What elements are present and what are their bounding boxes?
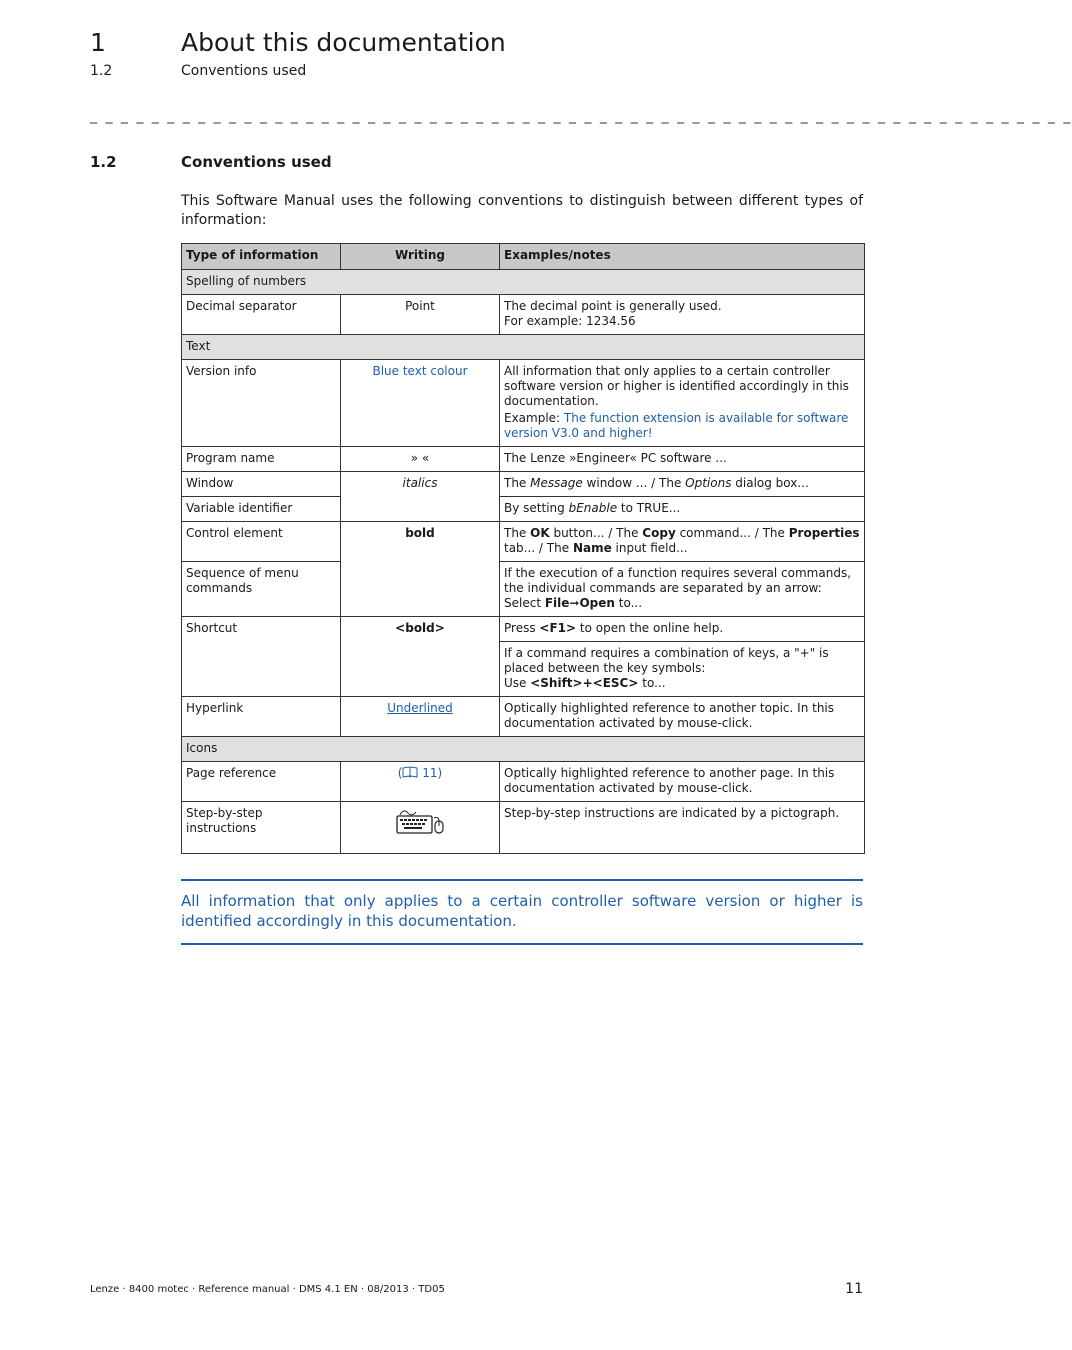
note-text: to open the online help. [576, 621, 724, 635]
writing-italic: italics [402, 476, 438, 490]
group-row-numbers [182, 270, 865, 295]
type-cell: Version info [182, 360, 341, 447]
note-bottom-rule [181, 943, 863, 945]
note-cell [500, 642, 865, 697]
writing-bold-angle: <bold> [395, 621, 445, 635]
table-row [182, 762, 865, 802]
note-text: to... [614, 596, 643, 610]
type-cell: Control element [182, 522, 341, 562]
writing-cell: » « [341, 447, 500, 472]
note-cell [500, 562, 865, 617]
group-label: Icons [182, 737, 865, 762]
table-row [182, 697, 865, 737]
note-text: The [504, 476, 531, 490]
table-header-row [182, 244, 865, 270]
note-cell: Optically highlighted reference to another page. In this documentation activated by mouse-click. [500, 762, 865, 802]
note-example [504, 411, 860, 441]
note-cell [500, 295, 865, 335]
note-text: tab... / The [504, 541, 573, 555]
note-text: The [504, 526, 531, 540]
conventions-table [181, 243, 865, 854]
group-row-text [182, 335, 865, 360]
table-row [182, 360, 865, 447]
note-text: to... [638, 676, 666, 690]
example-blue-text: The function extension is available for software version V3.0 and higher! [504, 411, 849, 440]
type-cell: Hyperlink [182, 697, 341, 737]
note-bold: <Shift>+<ESC> [530, 676, 639, 690]
writing-cell [341, 522, 500, 617]
note-cell [500, 472, 865, 497]
type-cell: Page reference [182, 762, 341, 802]
note-cell [500, 497, 865, 522]
header-section-title: Conventions used [181, 63, 307, 79]
note-text: If a command requires a combination of keys, a "+" is placed between the key symbols: [504, 646, 829, 675]
note-cell [500, 617, 865, 642]
note-text: If the execution of a function requires several commands, the individual commands are separated by an arrow: Select [504, 566, 852, 610]
note-text: button... / The [549, 526, 643, 540]
note-text: dialog box... [731, 476, 809, 490]
table-row [182, 522, 865, 562]
type-cell: Shortcut [182, 617, 341, 697]
note-cell: The Lenze »Engineer« PC software ... [500, 447, 865, 472]
underlined-link[interactable]: Underlined [387, 701, 453, 715]
table-row [182, 497, 865, 522]
header-examples: Examples/notes [500, 244, 865, 270]
writing-cell [341, 697, 500, 737]
type-cell: Window [182, 472, 341, 497]
page-number: 11 [845, 1281, 863, 1297]
note-bold: Open [579, 596, 615, 610]
writing-cell: Point [341, 295, 500, 335]
note-text: Use [504, 676, 531, 690]
note-bold: File [544, 596, 570, 610]
note-italic: bEnable [568, 501, 618, 515]
writing-cell [341, 472, 500, 522]
intro-paragraph: This Software Manual uses the following conventions to distinguish between different types of information: [181, 193, 863, 228]
keyboard-mouse-icon [394, 825, 446, 839]
chapter-title: About this documentation [181, 28, 506, 57]
group-label: Text [182, 335, 865, 360]
page-ref-number: 11) [418, 766, 443, 780]
version-note: All information that only applies to a certain controller software version or higher is identified accordingly in this documentation. [181, 892, 863, 930]
book-icon [402, 766, 418, 780]
section-number: 1.2 [90, 153, 117, 171]
type-cell: Sequence of menu commands [182, 562, 341, 617]
type-cell: Variable identifier [182, 497, 341, 522]
note-bold: <F1> [539, 621, 577, 635]
note-italic: Options [685, 476, 732, 490]
table-row [182, 617, 865, 642]
group-label: Spelling of numbers [182, 270, 865, 295]
note-top-rule [181, 879, 863, 881]
header-section-number: 1.2 [90, 63, 113, 79]
writing-cell[interactable] [341, 762, 500, 802]
section-heading: Conventions used [181, 153, 332, 171]
header-type: Type of information [182, 244, 341, 270]
note-bold: Copy [642, 526, 676, 540]
note-text: window ... / The [582, 476, 686, 490]
note-cell: Step-by-step instructions are indicated by a pictograph. [500, 802, 865, 854]
group-row-icons [182, 737, 865, 762]
type-cell: Program name [182, 447, 341, 472]
note-bold: Properties [788, 526, 860, 540]
note-italic: Message [530, 476, 583, 490]
note-text: Press [504, 621, 540, 635]
note-bold: OK [530, 526, 550, 540]
note-text: to TRUE... [617, 501, 681, 515]
note-line: All information that only applies to a certain controller software version or higher is identified accordingly in this documentation. [504, 364, 849, 408]
writing-cell [341, 802, 500, 854]
note-bold: Name [572, 541, 612, 555]
footer-text: Lenze · 8400 motec · Reference manual · DMS 4.1 EN · 08/2013 · TD05 [90, 1284, 445, 1295]
paren-text: ( [397, 766, 403, 780]
dashed-separator: _ _ _ _ _ _ _ _ _ _ _ _ _ _ _ _ _ _ _ _ _ _ _ _ _ _ _ _ _ _ _ _ _ _ _ _ _ _ _ _ _ _ _ _ _ _ _ _ _ _ _ _ _ _ _ _ _ _ _ _ _ _ _ _ [90, 108, 1072, 124]
table-row [182, 802, 865, 854]
type-cell: Step-by-step instructions [182, 802, 341, 854]
note-cell [500, 360, 865, 447]
note-text: By setting [504, 501, 569, 515]
note-text: input field... [611, 541, 688, 555]
note-text: command... / The [675, 526, 789, 540]
note-line [504, 676, 860, 691]
header-writing: Writing [341, 244, 500, 270]
table-row [182, 295, 865, 335]
arrow-glyph: ➞ [569, 596, 580, 610]
chapter-number: 1 [90, 28, 106, 57]
table-row [182, 447, 865, 472]
writing-bold: bold [405, 526, 435, 540]
note-line: For example: 1234.56 [504, 314, 636, 328]
table-row [182, 472, 865, 497]
example-prefix: Example: [504, 411, 564, 425]
note-cell: Optically highlighted reference to another topic. In this documentation activated by mouse-click. [500, 697, 865, 737]
writing-cell [341, 617, 500, 697]
note-cell [500, 522, 865, 562]
table-row [182, 562, 865, 617]
writing-cell: Blue text colour [341, 360, 500, 447]
type-cell: Decimal separator [182, 295, 341, 335]
note-line: The decimal point is generally used. [504, 299, 722, 313]
